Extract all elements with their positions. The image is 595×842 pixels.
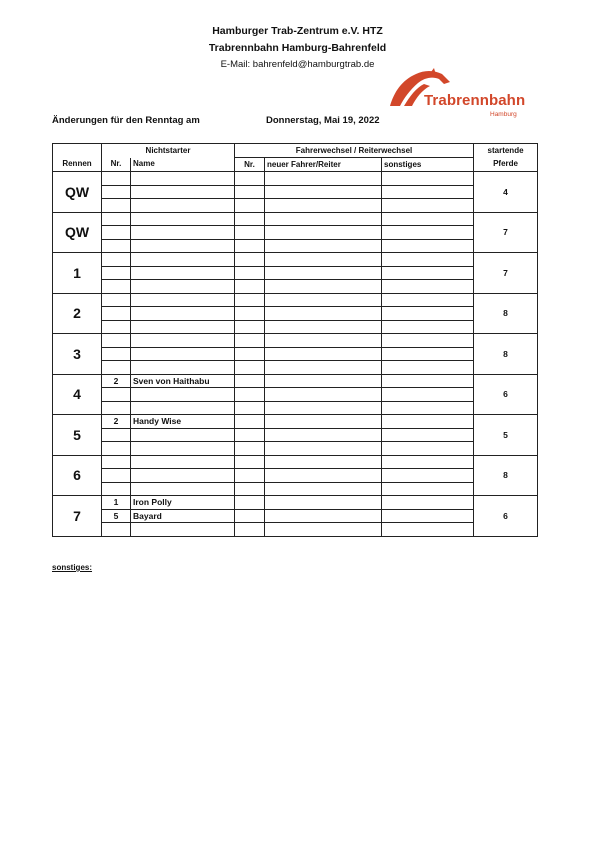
fahrer-nr: [235, 280, 265, 294]
sonstiges-cell: [382, 428, 474, 442]
sonstiges-note: sonstiges:: [52, 563, 93, 572]
fahrer-nr: [235, 361, 265, 375]
nichtstarter-name: [131, 253, 235, 267]
nichtstarter-nr: [102, 212, 131, 226]
email-line: E-Mail: bahrenfeld@hamburgtrab.de: [220, 59, 375, 70]
nichtstarter-nr: [102, 199, 131, 213]
sonstiges-cell: [382, 199, 474, 213]
neuer-fahrer: [265, 334, 382, 348]
fahrer-nr: [235, 374, 265, 388]
org-title: Hamburger Trab-Zentrum e.V. HTZ: [212, 25, 383, 37]
nichtstarter-name: [131, 226, 235, 240]
neuer-fahrer: [265, 226, 382, 240]
sonstiges-cell: [382, 401, 474, 415]
nichtstarter-nr: [102, 280, 131, 294]
col-sonstiges: sonstiges: [382, 158, 474, 172]
starter-count: 8: [474, 334, 538, 375]
nichtstarter-nr: [102, 226, 131, 240]
sonstiges-cell: [382, 266, 474, 280]
nichtstarter-name: [131, 293, 235, 307]
col-name: Name: [131, 158, 235, 172]
fahrer-nr: [235, 388, 265, 402]
col-pferde: Pferde: [474, 158, 538, 172]
nichtstarter-nr: [102, 347, 131, 361]
sonstiges-cell: [382, 307, 474, 321]
sonstiges-cell: [382, 172, 474, 186]
starter-count: 6: [474, 496, 538, 537]
col-nr: Nr.: [102, 158, 131, 172]
nichtstarter-name: Iron Polly: [131, 496, 235, 510]
neuer-fahrer: [265, 415, 382, 429]
table-row: [53, 401, 538, 415]
race-number: 7: [53, 496, 102, 537]
nichtstarter-nr: [102, 455, 131, 469]
sonstiges-cell: [382, 469, 474, 483]
table-row: [53, 320, 538, 334]
sonstiges-cell: [382, 185, 474, 199]
trabrennbahn-logo: [384, 66, 534, 122]
nichtstarter-name: [131, 239, 235, 253]
nichtstarter-nr: [102, 388, 131, 402]
fahrer-nr: [235, 226, 265, 240]
nichtstarter-nr: [102, 253, 131, 267]
starter-count: 4: [474, 172, 538, 213]
changes-table: [52, 143, 538, 537]
col-neuer-fahrer: neuer Fahrer/Reiter: [265, 158, 382, 172]
col-rennen: Rennen: [53, 158, 102, 172]
nichtstarter-nr: [102, 172, 131, 186]
neuer-fahrer: [265, 428, 382, 442]
fahrer-nr: [235, 347, 265, 361]
nichtstarter-header: Nichtstarter: [102, 144, 235, 158]
fahrer-nr: [235, 496, 265, 510]
logo-wordmark: Trabrennbahn: [424, 92, 526, 109]
nichtstarter-name: [131, 199, 235, 213]
neuer-fahrer: [265, 347, 382, 361]
nichtstarter-name: [131, 523, 235, 537]
sonstiges-cell: [382, 334, 474, 348]
table-row: [53, 361, 538, 375]
nichtstarter-nr: [102, 307, 131, 321]
nichtstarter-name: [131, 212, 235, 226]
neuer-fahrer: [265, 212, 382, 226]
nichtstarter-name: [131, 401, 235, 415]
race-number: 1: [53, 253, 102, 294]
race-number: 5: [53, 415, 102, 456]
nichtstarter-name: [131, 266, 235, 280]
nichtstarter-nr: [102, 361, 131, 375]
nichtstarter-name: [131, 442, 235, 456]
neuer-fahrer: [265, 185, 382, 199]
fahrer-nr: [235, 334, 265, 348]
sonstiges-cell: [382, 374, 474, 388]
neuer-fahrer: [265, 307, 382, 321]
nichtstarter-name: [131, 469, 235, 483]
nichtstarter-nr: [102, 469, 131, 483]
nichtstarter-name: [131, 334, 235, 348]
sonstiges-cell: [382, 496, 474, 510]
table-row: [53, 388, 538, 402]
neuer-fahrer: [265, 199, 382, 213]
nichtstarter-name: [131, 185, 235, 199]
nichtstarter-name: Bayard: [131, 509, 235, 523]
venue-title: Trabrennbahn Hamburg-Bahrenfeld: [208, 42, 387, 54]
neuer-fahrer: [265, 266, 382, 280]
nichtstarter-name: [131, 482, 235, 496]
starter-count: 8: [474, 293, 538, 334]
fahrer-nr: [235, 185, 265, 199]
nichtstarter-nr: [102, 334, 131, 348]
fahrer-nr: [235, 442, 265, 456]
table-row: [53, 428, 538, 442]
fahrer-nr: [235, 415, 265, 429]
table-row: [53, 226, 538, 240]
neuer-fahrer: [265, 361, 382, 375]
nichtstarter-name: [131, 347, 235, 361]
neuer-fahrer: [265, 455, 382, 469]
table-row: [53, 172, 538, 186]
neuer-fahrer: [265, 482, 382, 496]
neuer-fahrer: [265, 293, 382, 307]
sonstiges-cell: [382, 442, 474, 456]
table-row: [53, 266, 538, 280]
fahrer-nr: [235, 509, 265, 523]
table-row: [53, 523, 538, 537]
starter-count: 7: [474, 212, 538, 253]
sonstiges-cell: [382, 280, 474, 294]
nichtstarter-nr: [102, 401, 131, 415]
sonstiges-cell: [382, 509, 474, 523]
race-number: 3: [53, 334, 102, 375]
sonstiges-cell: [382, 212, 474, 226]
nichtstarter-nr: [102, 482, 131, 496]
neuer-fahrer: [265, 172, 382, 186]
fahrer-nr: [235, 212, 265, 226]
nichtstarter-name: [131, 428, 235, 442]
fahrer-nr: [235, 293, 265, 307]
sonstiges-cell: [382, 455, 474, 469]
neuer-fahrer: [265, 320, 382, 334]
neuer-fahrer: [265, 442, 382, 456]
fahrer-nr: [235, 469, 265, 483]
sonstiges-cell: [382, 320, 474, 334]
fahrer-nr: [235, 482, 265, 496]
fahrer-nr: [235, 199, 265, 213]
neuer-fahrer: [265, 280, 382, 294]
nichtstarter-nr: [102, 320, 131, 334]
sonstiges-cell: [382, 388, 474, 402]
starter-count: 5: [474, 415, 538, 456]
neuer-fahrer: [265, 401, 382, 415]
table-row: [53, 455, 538, 469]
sonstiges-cell: [382, 347, 474, 361]
table-row: [53, 185, 538, 199]
nichtstarter-nr: 5: [102, 509, 131, 523]
fahrer-nr: [235, 455, 265, 469]
table-row: [53, 482, 538, 496]
neuer-fahrer: [265, 388, 382, 402]
table-row: [53, 496, 538, 510]
neuer-fahrer: [265, 469, 382, 483]
table-row: [53, 415, 538, 429]
table-row: [53, 293, 538, 307]
fahrer-nr: [235, 307, 265, 321]
race-number: QW: [53, 172, 102, 213]
sonstiges-cell: [382, 482, 474, 496]
logo-subtext: Hamburg: [490, 111, 517, 118]
neuer-fahrer: [265, 523, 382, 537]
starter-count: 8: [474, 455, 538, 496]
sonstiges-cell: [382, 523, 474, 537]
nichtstarter-nr: [102, 185, 131, 199]
nichtstarter-name: [131, 455, 235, 469]
nichtstarter-nr: 2: [102, 374, 131, 388]
race-number: 4: [53, 374, 102, 415]
changes-label: Änderungen für den Renntag am: [52, 115, 200, 126]
nichtstarter-nr: 2: [102, 415, 131, 429]
table-row: [53, 509, 538, 523]
fahrer-nr: [235, 320, 265, 334]
nichtstarter-nr: 1: [102, 496, 131, 510]
table-row: [53, 469, 538, 483]
nichtstarter-name: [131, 320, 235, 334]
sonstiges-cell: [382, 293, 474, 307]
table-row: [53, 253, 538, 267]
sonstiges-cell: [382, 226, 474, 240]
neuer-fahrer: [265, 496, 382, 510]
neuer-fahrer: [265, 253, 382, 267]
sonstiges-cell: [382, 361, 474, 375]
table-row: [53, 280, 538, 294]
nichtstarter-name: [131, 307, 235, 321]
table-row: [53, 347, 538, 361]
race-date: Donnerstag, Mai 19, 2022: [266, 115, 380, 126]
race-number: 6: [53, 455, 102, 496]
nichtstarter-name: [131, 280, 235, 294]
nichtstarter-name: [131, 172, 235, 186]
nichtstarter-name: Sven von Haithabu: [131, 374, 235, 388]
race-number: QW: [53, 212, 102, 253]
startende-header: startende: [474, 144, 538, 158]
nichtstarter-nr: [102, 523, 131, 537]
table-row: [53, 212, 538, 226]
sonstiges-cell: [382, 239, 474, 253]
race-number: 2: [53, 293, 102, 334]
table-row: [53, 374, 538, 388]
starter-count: 7: [474, 253, 538, 294]
neuer-fahrer: [265, 374, 382, 388]
sonstiges-cell: [382, 415, 474, 429]
nichtstarter-nr: [102, 442, 131, 456]
table-row: [53, 334, 538, 348]
fahrer-nr: [235, 253, 265, 267]
fahrer-nr: [235, 172, 265, 186]
nichtstarter-nr: [102, 266, 131, 280]
nichtstarter-name: [131, 388, 235, 402]
table-row: [53, 307, 538, 321]
nichtstarter-nr: [102, 428, 131, 442]
neuer-fahrer: [265, 509, 382, 523]
col-nr2: Nr.: [235, 158, 265, 172]
table-row: [53, 239, 538, 253]
sonstiges-cell: [382, 253, 474, 267]
nichtstarter-nr: [102, 239, 131, 253]
nichtstarter-name: Handy Wise: [131, 415, 235, 429]
fahrerwechsel-header: Fahrerwechsel / Reiterwechsel: [235, 144, 474, 158]
neuer-fahrer: [265, 239, 382, 253]
fahrer-nr: [235, 523, 265, 537]
fahrer-nr: [235, 428, 265, 442]
starter-count: 6: [474, 374, 538, 415]
fahrer-nr: [235, 239, 265, 253]
fahrer-nr: [235, 266, 265, 280]
nichtstarter-name: [131, 361, 235, 375]
table-row: [53, 442, 538, 456]
fahrer-nr: [235, 401, 265, 415]
table-row: [53, 199, 538, 213]
nichtstarter-nr: [102, 293, 131, 307]
